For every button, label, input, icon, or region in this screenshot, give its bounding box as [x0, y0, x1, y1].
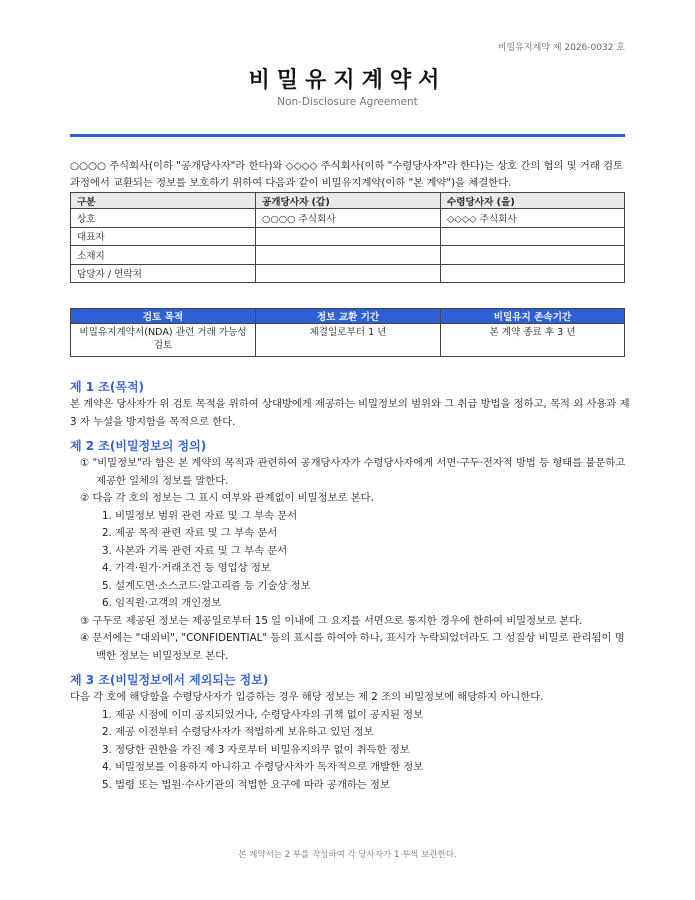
table-header-cell: 구분 [71, 193, 256, 209]
table-cell: 담당자 / 연락처 [71, 264, 256, 283]
article-2-title: 제 2 조(비밀정보의 정의) [70, 439, 207, 453]
table-header-cell: 공개당사자 (갑) [256, 193, 441, 209]
table-cell: 대표자 [71, 227, 256, 246]
parties-table [70, 192, 625, 283]
table-cell: ○○○○ 주식회사 [256, 209, 441, 228]
list-item: 1. 비밀정보 범위 관련 자료 및 그 부속 문서 [102, 509, 298, 522]
document-number: 비밀유지계약 제 2026-0032 호 [497, 43, 625, 53]
article-2-clause-2: ② 다음 각 호의 정보는 그 표시 여부와 관계없이 비밀정보로 본다. [80, 492, 374, 504]
article-1-title: 제 1 조(목적) [70, 380, 145, 394]
list-item: 3. 정당한 권한을 가진 제 3 자로부터 비밀유지의무 없이 취득한 정보 [102, 743, 410, 756]
footer-note: 본 계약서는 2 부를 작성하여 각 당사자가 1 부씩 보관한다. [238, 850, 457, 860]
agreement-body [70, 378, 630, 794]
table-cell [256, 227, 441, 246]
list-item: 2. 제공 이전부터 수령당사자가 적법하게 보유하고 있던 정보 [102, 726, 374, 738]
table-cell: 소재지 [71, 246, 256, 265]
article-2-clause-4: ④ 문서에는 "대외비", "CONFIDENTIAL" 등의 표시를 하여야 하나, 표시가 누락되었더라도 그 성질상 비밀로 관리됨이 명백한 정보는 비밀정보로 본다. [80, 632, 625, 662]
document-title: 비밀유지계약서 [248, 68, 447, 93]
table-cell [441, 246, 625, 265]
table-row [71, 227, 625, 246]
exchange-period-cell: 체결일로부터 1 년 [256, 324, 441, 357]
list-item: 6. 임직원·고객의 개인정보 [102, 597, 222, 609]
table-cell [256, 264, 441, 283]
document-subtitle: Non-Disclosure Agreement [277, 96, 418, 108]
table-row [71, 209, 625, 228]
table-header-cell: 검토 목적 [71, 309, 256, 324]
table-header-cell: 정보 교환 기간 [256, 309, 441, 324]
article-1-text: 본 계약은 당사자가 위 검토 목적을 위하여 상대방에게 제공하는 비밀정보의 범위와 그 취급 방법을 정하고, 목적 외 사용과 제 3 자 누설을 방지함을 목적으로 한다. [70, 398, 630, 428]
list-item: 1. 제공 시점에 이미 공지되었거나, 수령당사자의 귀책 없이 공지된 정보 [102, 708, 424, 721]
list-item: 4. 가격·원가·거래조건 등 영업상 정보 [102, 562, 271, 574]
review-purpose-cell: 비밀유지계약서(NDA) 관련 거래 가능성 검토 [71, 324, 256, 357]
table-header-row [71, 193, 625, 209]
confidentiality-period-cell: 본 계약 종료 후 3 년 [441, 324, 625, 357]
table-row [71, 264, 625, 283]
terms-table [70, 308, 625, 357]
table-row [71, 324, 625, 357]
list-item: 5. 법령 또는 법원·수사기관의 적법한 요구에 따라 공개하는 정보 [102, 778, 390, 791]
table-cell [256, 246, 441, 265]
table-cell [441, 227, 625, 246]
article-3-title: 제 3 조(비밀정보에서 제외되는 정보) [70, 673, 269, 687]
article-3-text: 다음 각 호에 해당함을 수령당사자가 입증하는 경우 해당 정보는 제 2 조의 비밀정보에 해당하지 아니한다. [70, 691, 544, 703]
list-item: 4. 비밀정보를 이용하지 아니하고 수령당사자가 독자적으로 개발한 정보 [102, 761, 424, 773]
list-item: 5. 설계도면·소스코드·알고리즘 등 기술상 정보 [102, 579, 311, 592]
intro-paragraph: ○○○○ 주식회사(이하 "공개당사자"라 한다)와 ◇◇◇◇ 주식회사(이하 "수령당사자"라 한다)는 상호 간의 협의 및 거래 검토 과정에서 교환되는 정보를 보호하기 위하여 다음과 같이 비밀유지계약(이하 "본 계약")을 체결한다. [70, 160, 623, 190]
table-cell [441, 264, 625, 283]
article-2-clause-3: ③ 구두로 제공된 정보는 제공일로부터 15 일 이내에 그 요지를 서면으로 통지한 경우에 한하여 비밀정보로 본다. [80, 614, 583, 627]
table-cell: ◇◇◇◇ 주식회사 [441, 209, 625, 228]
list-item: 3. 사본과 기록 관련 자료 및 그 부속 문서 [102, 544, 288, 557]
article-2-clause-1: ① "비밀정보"라 함은 본 계약의 목적과 관련하여 공개당사자가 수령당사자에게 서면·구두·전자적 방법 등 형태를 불문하고 제공한 일체의 정보를 말한다. [80, 457, 626, 487]
list-item: 2. 제공 목적 관련 자료 및 그 부속 문서 [102, 527, 278, 539]
title-divider [70, 134, 625, 137]
table-header-row [71, 309, 625, 324]
table-cell: 상호 [71, 209, 256, 228]
table-header-cell: 수령당사자 (을) [441, 193, 625, 209]
table-header-cell: 비밀유지 존속기간 [441, 309, 625, 324]
table-row [71, 246, 625, 265]
